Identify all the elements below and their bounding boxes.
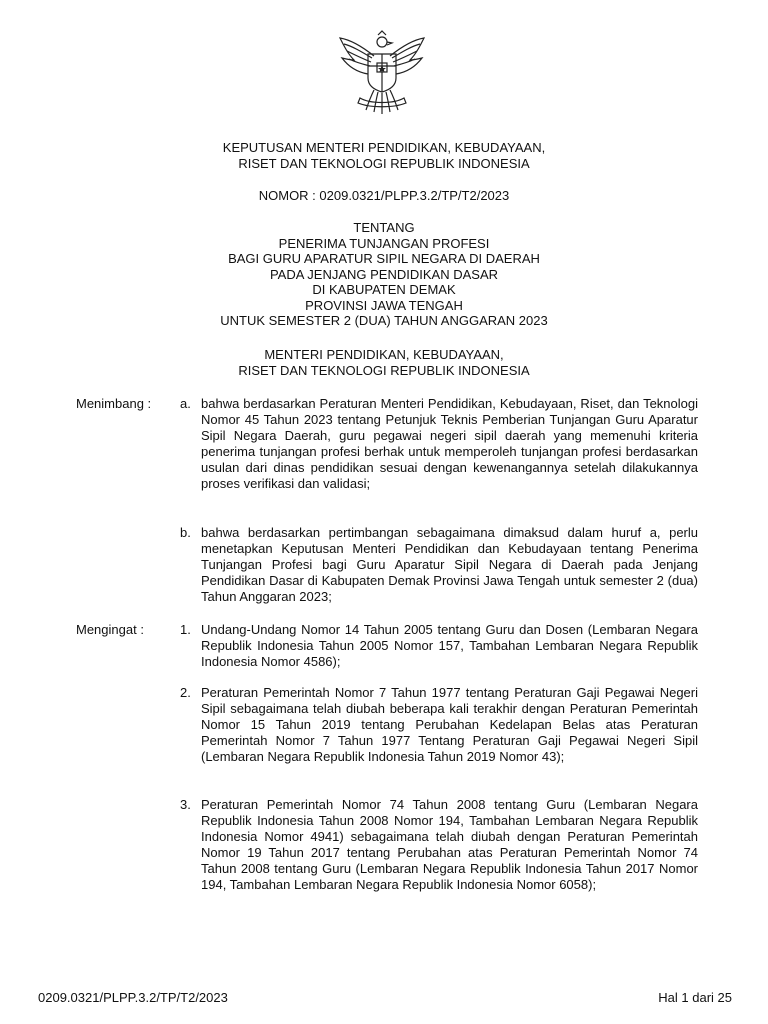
decree-title-line: RISET DAN TEKNOLOGI REPUBLIK INDONESIA xyxy=(238,155,530,171)
item-marker: 2. xyxy=(180,685,191,700)
subject-line: PROVINSI JAWA TENGAH xyxy=(305,297,463,313)
item-marker: 1. xyxy=(180,622,191,637)
decree-number-text: NOMOR : 0209.0321/PLPP.3.2/TP/T2/2023 xyxy=(258,188,510,203)
item-text: Undang-Undang Nomor 14 Tahun 2005 tentang Guru dan Dosen (Lembaran Negara Republik Indonesia Tahun 2005 Nomor 157, Tambahan Lembaran Negara Republik Indonesia Nomor 4586); xyxy=(201,622,698,669)
mengingat-label: Mengingat : xyxy=(76,622,144,637)
authority-line: RISET DAN TEKNOLOGI REPUBLIK INDONESIA xyxy=(238,362,530,378)
item-text: bahwa berdasarkan pertimbangan sebagaimana dimaksud dalam huruf a, perlu menetapkan Keputusan Menteri Pendidikan dan Kebudayaan tentang Penerima Tunjangan Profesi bagi Guru Aparatur Sipil Negara di Daerah pada Jenjang Pendidikan Dasar di Kabupaten Demak Provinsi Jawa Tengah untuk semester 2 (dua) Tahun Anggaran 2023; xyxy=(201,525,698,604)
subject-line: PADA JENJANG PENDIDIKAN DASAR xyxy=(269,266,499,282)
authority-line: MENTERI PENDIDIKAN, KEBUDAYAAN, xyxy=(264,347,504,362)
authority-heading xyxy=(0,347,768,378)
subject-line: TENTANG xyxy=(353,220,415,235)
footer-doc-number: 0209.0321/PLPP.3.2/TP/T2/2023 xyxy=(38,990,228,1005)
menimbang-label: Menimbang : xyxy=(76,396,152,411)
subject-line: PENERIMA TUNJANGAN PROFESI xyxy=(278,235,490,251)
subject-line: UNTUK SEMESTER 2 (DUA) TAHUN ANGGARAN 2023 xyxy=(220,313,548,328)
menimbang-item-a xyxy=(180,396,698,492)
mengingat-item-3 xyxy=(180,797,698,893)
decree-title xyxy=(0,140,768,171)
decree-title-line: KEPUTUSAN MENTERI PENDIDIKAN, KEBUDAYAAN, xyxy=(222,140,546,155)
footer-page-number: Hal 1 dari 25 xyxy=(658,990,732,1005)
menimbang-item-b xyxy=(180,525,698,605)
subject-line: DI KABUPATEN DEMAK xyxy=(312,282,456,297)
item-text: Peraturan Pemerintah Nomor 7 Tahun 1977 tentang Peraturan Gaji Pegawai Negeri Sipil sebagaimana telah diubah beberapa kali terakhir dengan Peraturan Pemerintah Nomor 15 Tahun 2019 tentang Perubahan Kedelapan Belas atas Peraturan Pemerintah Nomor 7 Tahun 1977 Tentang Peraturan Gaji Pegawai Negeri Sipil (Lembaran Negara Republik Indonesia Tahun 2019 Nomor 43); xyxy=(201,685,698,764)
mengingat-item-2 xyxy=(180,685,698,765)
item-marker: b. xyxy=(180,525,191,540)
garuda-emblem-icon xyxy=(334,28,430,116)
item-marker: a. xyxy=(180,396,191,411)
mengingat-item-1 xyxy=(180,622,698,670)
decree-number xyxy=(0,188,768,204)
decree-subject xyxy=(0,220,768,329)
subject-line: BAGI GURU APARATUR SIPIL NEGARA DI DAERAH xyxy=(228,251,540,266)
item-marker: 3. xyxy=(180,797,191,812)
item-text: bahwa berdasarkan Peraturan Menteri Pendidikan, Kebudayaan, Riset, dan Teknologi Nomor 45 Tahun 2023 tentang Petunjuk Teknis Pemberian Tunjangan Guru Aparatur Sipil Negara Daerah, guru pegawai negeri sipil daerah yang memenuhi kriteria penerima tunjangan profesi berhak untuk memperoleh tunjangan profesi berdasarkan usulan dari dinas pendidikan sesuai dengan kewenangannya setelah dilakukannya proses verifikasi dan validasi; xyxy=(201,396,698,491)
item-text: Peraturan Pemerintah Nomor 74 Tahun 2008 tentang Guru (Lembaran Negara Republik Indonesia Tahun 2008 Nomor 194, Tambahan Lembaran Negara Republik Indonesia Nomor 4941) sebagaimana telah diubah dengan Peraturan Pemerintah Nomor 19 Tahun 2017 tentang Perubahan atas Peraturan Pemerintah Nomor 74 Tahun 2008 tentang Guru (Lembaran Negara Republik Indonesia Tahun 2017 Nomor 194, Tambahan Lembaran Negara Republik Indonesia Nomor 6058); xyxy=(201,797,698,892)
